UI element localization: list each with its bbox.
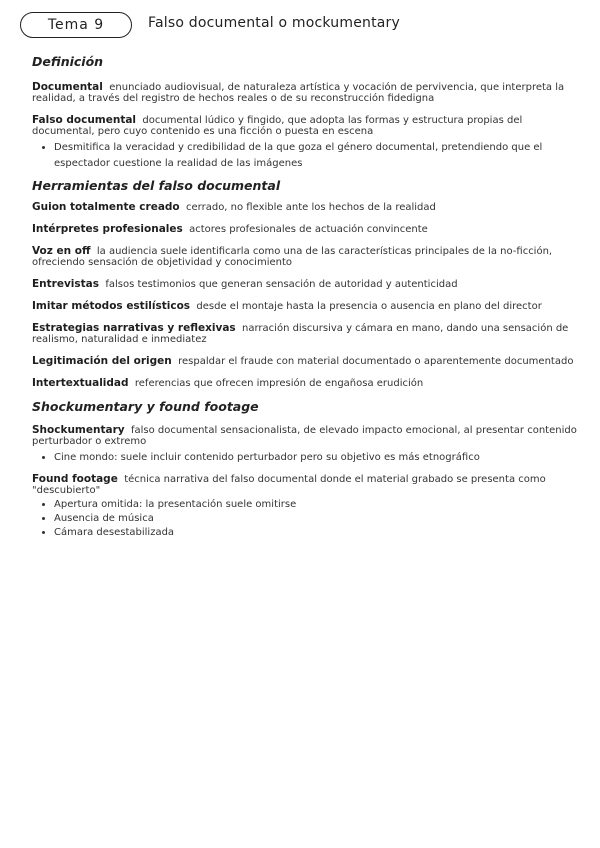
list-item: • Cámara desestabilizada — [54, 526, 584, 540]
page-title: Falso documental o mockumentary — [148, 15, 400, 31]
tool-item — [32, 378, 584, 389]
tool-term: Entrevistas — [32, 278, 100, 290]
tool-text: desde el montaje hasta la presencia o ausencia en plano del director — [196, 301, 542, 312]
tema-badge: Tema 9 — [20, 12, 132, 38]
tool-term: Intérpretes profesionales — [32, 223, 183, 235]
falso-documental-bullets — [32, 140, 584, 172]
header — [20, 12, 590, 40]
section-title-shockumentary: Shockumentary y found footage — [32, 399, 259, 414]
definition-found-footage: técnica narrativa del falso documental donde el material grabado se presenta como "descubierto" — [32, 474, 546, 496]
tool-text: la audiencia suele identificarla como una de las características principales de la no-ficción, ofreciendo sensación de objetividad y conocimiento — [32, 246, 553, 268]
section-title-herramientas: Herramientas del falso documental — [32, 178, 281, 193]
tool-text: cerrado, no flexible ante los hechos de la realidad — [186, 202, 436, 213]
term-documental: Documental — [32, 81, 103, 93]
definition-shockumentary: falso documental sensacionalista, de elevado impacto emocional, al presentar contenido perturbador o extremo — [32, 425, 577, 447]
definition-falso-documental: documental lúdico y fingido, que adopta las formas y estructura propias del documental, pero cuyo contenido es una ficción o puesta en escena — [32, 115, 523, 137]
tool-item — [32, 224, 584, 235]
tool-item — [32, 246, 584, 268]
term-falso-documental: Falso documental — [32, 114, 137, 126]
term-shockumentary: Shockumentary — [32, 424, 125, 436]
tool-term: Voz en off — [32, 245, 91, 257]
tool-text: respaldar el fraude con material documentado o aparentemente documentado — [178, 356, 574, 367]
document-body — [32, 54, 584, 540]
tool-item — [32, 202, 584, 213]
entry-found-footage — [32, 474, 584, 496]
tool-item — [32, 279, 584, 290]
tool-term: Legitimación del origen — [32, 355, 172, 367]
list-item: • Ausencia de música — [54, 512, 584, 526]
tool-text: narración discursiva y cámara en mano, dando una sensación de realismo, naturalidad e inmediatez — [32, 323, 569, 345]
tool-item — [32, 301, 584, 312]
tool-term: Intertextualidad — [32, 377, 129, 389]
found-footage-bullets — [32, 498, 584, 540]
term-found-footage: Found footage — [32, 473, 118, 485]
entry-shockumentary — [32, 425, 584, 447]
tool-term: Estrategias narrativas y reflexivas — [32, 322, 236, 334]
entry-falso-documental — [32, 115, 584, 137]
list-item: • Apertura omitida: la presentación suele omitirse — [54, 498, 584, 512]
tool-item — [32, 356, 584, 367]
definition-documental: enunciado audiovisual, de naturaleza artística y vocación de pervivencia, que interpreta la realidad, a través del registro de hechos reales o de su reconstrucción fidedigna — [32, 82, 565, 104]
tool-text: referencias que ofrecen impresión de engañosa erudición — [134, 378, 424, 389]
entry-documental — [32, 82, 584, 104]
tool-term: Guion totalmente creado — [32, 201, 180, 213]
tool-term: Imitar métodos estilísticos — [32, 300, 191, 312]
list-item: • Desmitifica la veracidad y credibilidad de la que goza el género documental, pretendiendo que el espectador cuestione la realidad de las imágenes — [54, 140, 584, 172]
shockumentary-bullets — [32, 450, 584, 466]
tool-text: falsos testimonios que generan sensación de autoridad y autenticidad — [105, 279, 458, 290]
tool-item — [32, 323, 584, 345]
section-title-definicion: Definición — [32, 54, 104, 69]
tool-text: actores profesionales de actuación convincente — [189, 224, 428, 235]
list-item: • Cine mondo: suele incluir contenido perturbador pero su objetivo es más etnográfico — [54, 450, 584, 466]
